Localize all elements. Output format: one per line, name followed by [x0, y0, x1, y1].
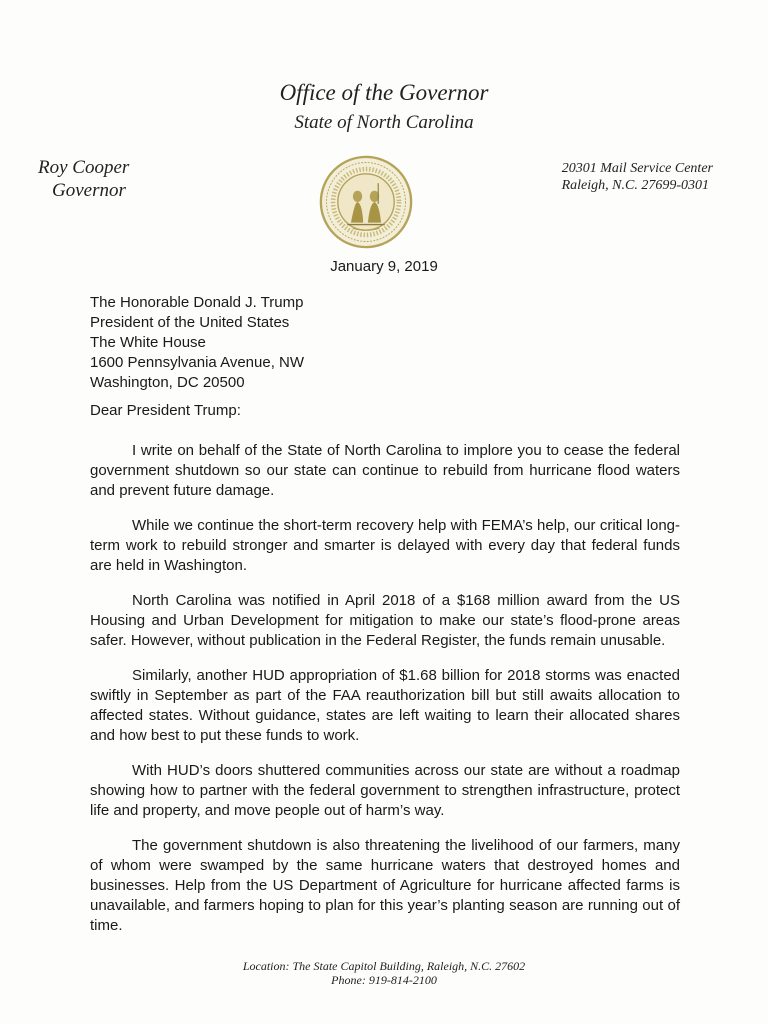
recipient-line: The White House — [90, 334, 206, 351]
letter-body — [90, 441, 680, 951]
address-line-1: 20301 Mail Service Center — [561, 161, 713, 176]
recipient-address — [90, 293, 304, 393]
recipient-line: 1600 Pennsylvania Avenue, NW — [90, 354, 305, 371]
body-paragraph: I write on behalf of the State of North Carolina to implore you to cease the federal government shutdown so our state can continue to rebuild from hurricane flood waters and prevent future damage. — [90, 442, 680, 499]
state-seal-icon — [319, 155, 413, 249]
letterhead-subtitle: State of North Carolina — [294, 112, 474, 133]
recipient-line: Washington, DC 20500 — [90, 374, 245, 391]
salutation: Dear President Trump: — [90, 402, 241, 419]
footer-phone: Phone: 919-814-2100 — [331, 973, 437, 987]
body-paragraph: With HUD’s doors shuttered communities across our state are without a roadmap showing how to partner with the federal government to strengthen infrastructure, protect life and property, and move people out of harm’s way. — [90, 762, 680, 819]
governor-title: Governor — [52, 180, 126, 201]
body-paragraph: While we continue the short-term recovery help with FEMA’s help, our critical long-term work to rebuild stronger and smarter is delayed with every day that federal funds are held in Washington. — [90, 517, 680, 574]
governor-name: Roy Cooper — [38, 157, 130, 178]
recipient-line: The Honorable Donald J. Trump — [90, 294, 304, 311]
address-line-2: Raleigh, N.C. 27699-0301 — [561, 178, 709, 193]
body-paragraph: The government shutdown is also threatening the livelihood of our farmers, many of whom were swamped by the same hurricane waters that destroyed homes and businesses. Help from the US Department of Agriculture for hurricane affected farms is unavailable, and farmers hoping to plan for this year’s planting season are running out of time. — [90, 837, 680, 934]
letter-date: January 9, 2019 — [330, 258, 438, 275]
body-paragraph: North Carolina was notified in April 2018 of a $168 million award from the US Housing and Urban Development for mitigation to make our state’s flood-prone areas safer. However, without publication in the Federal Register, the funds remain unusable. — [90, 592, 680, 649]
recipient-line: President of the United States — [90, 314, 290, 331]
letterhead-title: Office of the Governor — [279, 80, 489, 105]
footer-location: Location: The State Capitol Building, Raleigh, N.C. 27602 — [242, 959, 526, 973]
body-paragraph: Similarly, another HUD appropriation of $1.68 billion for 2018 storms was enacted swiftly in September as part of the FAA reauthorization bill but still awaits allocation to affected states. Without guidance, states are left waiting to learn their allocated shares and how best to put these funds to work. — [90, 667, 680, 744]
